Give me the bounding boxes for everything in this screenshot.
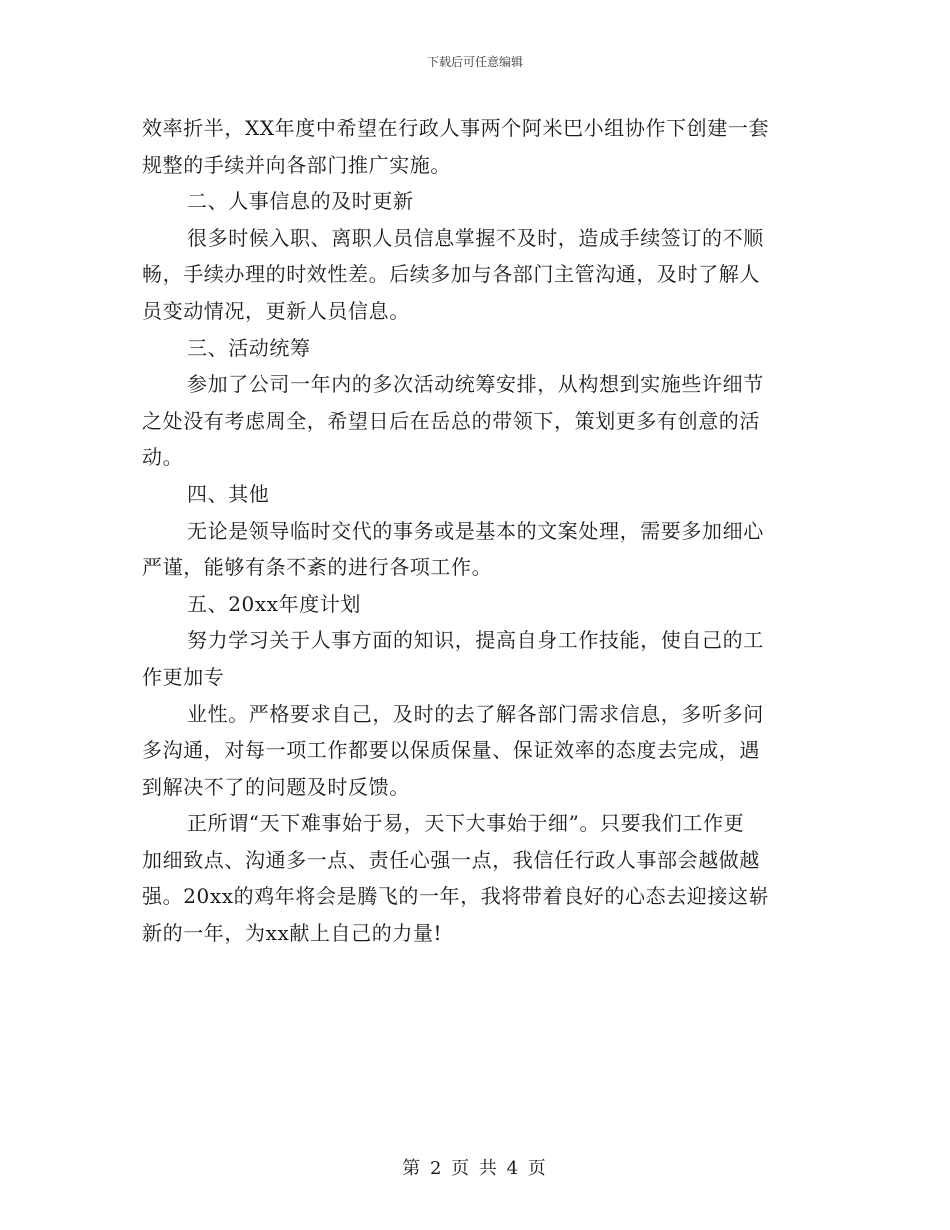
- paragraph-line: 加细致点、沟通多一点、责任心强一点，我信任行政人事部会越做越: [142, 847, 760, 872]
- section-heading: 四、其他: [187, 481, 270, 506]
- paragraph-line: 强。20xx的鸡年将会是腾飞的一年，我将带着良好的心态去迎接这崭: [142, 884, 770, 909]
- paragraph-line: 正所谓“天下难事始于易，天下大事始于细”。只要我们工作更: [187, 811, 745, 836]
- paragraph-line: 业性。严格要求自己，及时的去了解各部门需求信息，多听多问: [187, 701, 764, 726]
- paragraph-line: 动。: [142, 445, 184, 470]
- paragraph-line: 新的一年，为xx献上自己的力量!: [142, 921, 443, 946]
- paragraph-line: 到解决不了的问题及时反馈。: [142, 774, 410, 799]
- paragraph-line: 员变动情况，更新人员信息。: [142, 298, 410, 323]
- paragraph-line: 多沟通，对每一项工作都要以保质保量、保证效率的态度去完成，遇: [142, 738, 760, 763]
- page-header: 下载后可任意编辑: [426, 55, 523, 69]
- paragraph-line: 严谨，能够有条不紊的进行各项工作。: [142, 555, 493, 580]
- paragraph-line: 努力学习关于人事方面的知识，提高自身工作技能，使自己的工: [187, 628, 764, 653]
- paragraph-line: 规整的手续并向各部门推广实施。: [142, 152, 451, 177]
- section-heading: 五、20xx年度计划: [187, 591, 362, 616]
- paragraph-line: 很多时候入职、离职人员信息掌握不及时，造成手续签订的不顺: [187, 225, 764, 250]
- page-footer: 第 2 页 共 4 页: [402, 1158, 548, 1179]
- paragraph-line: 无论是领导临时交代的事务或是基本的文案处理，需要多加细心: [187, 518, 764, 543]
- section-heading: 三、活动统筹: [187, 335, 311, 360]
- document-body: [142, 110, 797, 952]
- section-heading: 二、人事信息的及时更新: [187, 189, 414, 214]
- paragraph-line: 作更加专: [142, 664, 225, 689]
- paragraph-line: 效率折半，XX年度中希望在行政人事两个阿米巴小组协作下创建一套: [142, 116, 770, 140]
- paragraph-line: 参加了公司一年内的多次活动统筹安排，从构想到实施些许细节: [187, 372, 764, 397]
- paragraph-line: 之处没有考虑周全，希望日后在岳总的带领下，策划更多有创意的活: [142, 408, 760, 433]
- paragraph-line: 畅，手续办理的时效性差。后续多加与各部门主管沟通，及时了解人: [142, 262, 760, 287]
